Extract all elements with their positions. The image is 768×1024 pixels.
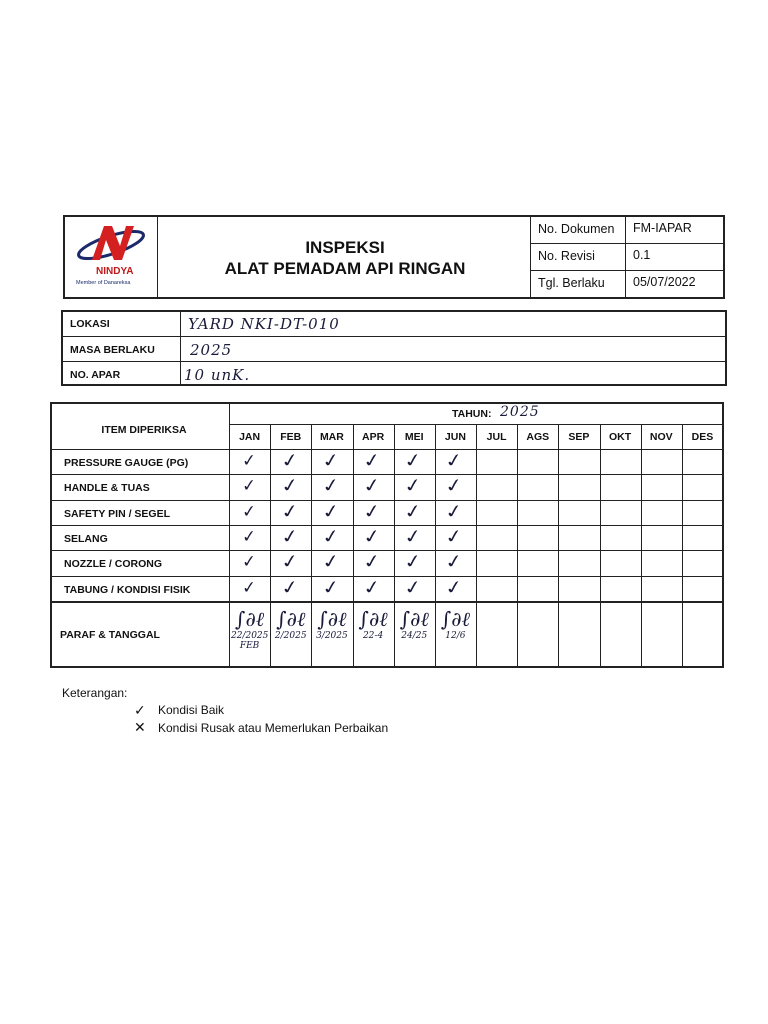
check-mark-icon: ✓ [443, 550, 466, 574]
grid-line [229, 424, 723, 425]
signature-scribble: ∫∂ℓ [276, 606, 306, 631]
check-mark-icon: ✓ [360, 550, 384, 574]
grid-line [51, 449, 723, 450]
signature-date: 12/6 [445, 630, 466, 641]
signature-date: 22/2025 FEB [231, 630, 269, 651]
divider [625, 216, 626, 298]
month-header-apr: APR [361, 431, 385, 443]
signature-3 [313, 607, 350, 641]
doc-number-value: FM-IAPAR [633, 221, 692, 235]
form-title-line1: INSPEKSI [305, 238, 385, 257]
check-mark-icon: ✓ [319, 550, 343, 574]
grid-line [51, 525, 723, 526]
check-mark-icon: ✓ [240, 475, 257, 496]
check-mark-icon: ✓ [319, 499, 343, 523]
check-icon: ✓ [134, 702, 146, 718]
check-mark-icon: ✓ [240, 551, 257, 572]
check-mark-icon: ✓ [443, 575, 466, 599]
check-mark-icon: ✓ [278, 524, 302, 548]
signature-scribble: ∫∂ℓ [317, 606, 347, 631]
year-label: TAHUN: [452, 408, 492, 420]
grid-line [311, 424, 312, 667]
check-mark-icon: ✓ [401, 499, 425, 523]
grid-line [229, 403, 230, 667]
grid-line [51, 500, 723, 501]
check-mark-icon: ✓ [360, 474, 384, 498]
item-label: NOZZLE / CORONG [64, 558, 162, 571]
check-mark-icon: ✓ [278, 499, 302, 523]
divider [180, 311, 181, 385]
divider [62, 361, 726, 362]
logo-text: NINDYA [96, 266, 134, 277]
signature-2 [272, 607, 309, 641]
check-mark-icon: ✓ [278, 449, 302, 472]
item-label: PRESSURE GAUGE (PG) [64, 457, 189, 469]
grid-line [682, 424, 683, 667]
logo-subtext: Member of Danareksa [76, 280, 131, 286]
signature-scribble: ∫∂ℓ [358, 606, 388, 631]
form-title-line2: ALAT PEMADAM API RINGAN [224, 259, 466, 278]
month-header-mei: MEI [404, 431, 424, 443]
check-mark-icon: ✓ [319, 474, 343, 498]
grid-line [517, 424, 518, 667]
valid-date-value: 05/07/2022 [633, 275, 696, 289]
month-header-okt: OKT [608, 431, 632, 443]
signature-date: 24/25 [401, 630, 428, 641]
check-mark-icon: ✓ [278, 550, 302, 574]
check-mark-icon: ✓ [240, 501, 257, 522]
signature-date: 3/2025 [316, 630, 348, 641]
year-value: 2025 [500, 404, 540, 420]
month-header-mar: MAR [319, 431, 344, 443]
check-mark-icon: ✓ [401, 550, 425, 574]
signature-6 [437, 607, 474, 641]
month-header-ags: AGS [526, 431, 550, 443]
revision-label: No. Revisi [538, 249, 595, 263]
month-header-sep: SEP [568, 431, 590, 443]
check-mark-icon: ✓ [360, 575, 384, 599]
item-label: HANDLE & TUAS [64, 482, 150, 495]
month-header-nov: NOV [649, 431, 673, 443]
signature-scribble: ∫∂ℓ [235, 606, 265, 631]
divider [530, 216, 531, 298]
legend-ok-text: Kondisi Baik [158, 703, 225, 717]
revision-value: 0.1 [633, 248, 651, 262]
check-mark-icon: ✓ [401, 474, 425, 498]
check-mark-icon: ✓ [319, 524, 343, 548]
paraf-label: PARAF & TANGGAL [60, 629, 160, 641]
divider [157, 216, 158, 298]
item-label: SELANG [64, 532, 108, 545]
month-header-jul: JUL [486, 431, 507, 443]
month-header-des: DES [691, 431, 714, 443]
check-mark-icon: ✓ [278, 575, 302, 599]
signature-5 [396, 607, 433, 641]
check-mark-icon: ✓ [360, 524, 384, 548]
grid-line [600, 424, 601, 667]
check-mark-icon: ✓ [443, 524, 466, 548]
signature-4 [355, 607, 392, 641]
check-mark-icon: ✓ [443, 449, 466, 472]
validity-value: 2025 [190, 341, 233, 359]
signature-scribble: ∫∂ℓ [399, 606, 429, 631]
cross-icon: ✕ [134, 719, 146, 735]
grid-line [476, 424, 477, 667]
month-header-jun: JUN [444, 431, 466, 443]
check-mark-icon: ✓ [443, 499, 466, 523]
check-mark-icon: ✓ [401, 524, 425, 548]
signature-date: 2/2025 [274, 630, 307, 641]
signature-scribble: ∫∂ℓ [440, 606, 470, 631]
extinguisher-no-value: 10 unK. [184, 366, 251, 384]
grid-line [353, 424, 354, 667]
grid-line [394, 424, 395, 667]
divider [531, 270, 724, 271]
item-label: SAFETY PIN / SEGEL [64, 507, 170, 520]
legend-title: Keterangan: [62, 686, 128, 700]
grid-line [51, 550, 723, 551]
grid-line [51, 474, 723, 475]
company-logo [70, 220, 152, 295]
location-value: YARD NKI-DT-010 [188, 315, 340, 333]
check-mark-icon: ✓ [240, 526, 257, 547]
legend-bad-text: Kondisi Rusak atau Memerlukan Perbaikan [158, 721, 389, 735]
grid-line [558, 424, 559, 667]
check-mark-icon: ✓ [443, 474, 466, 498]
signature-1 [231, 607, 268, 651]
grid-line [51, 601, 723, 603]
check-mark-icon: ✓ [319, 575, 343, 599]
divider [62, 336, 726, 337]
extinguisher-no-label: NO. APAR [70, 369, 121, 381]
item-header: ITEM DIPERIKSA [101, 424, 187, 436]
valid-date-label: Tgl. Berlaku [538, 276, 605, 290]
grid-line [435, 424, 436, 667]
grid-line [641, 424, 642, 667]
grid-line [51, 576, 723, 577]
check-mark-icon: ✓ [240, 450, 257, 471]
signature-date: 22-4 [362, 630, 384, 641]
check-mark-icon: ✓ [240, 577, 257, 597]
month-header-feb: FEB [280, 431, 302, 443]
location-label: LOKASI [70, 318, 110, 330]
divider [531, 243, 724, 244]
info-block [61, 310, 727, 386]
check-mark-icon: ✓ [401, 575, 425, 599]
check-mark-icon: ✓ [319, 449, 343, 472]
month-header-jan: JAN [239, 431, 261, 443]
item-label: TABUNG / KONDISI FISIK [64, 583, 191, 596]
validity-label: MASA BERLAKU [70, 344, 155, 356]
grid-line [270, 424, 271, 667]
check-mark-icon: ✓ [360, 449, 384, 472]
check-mark-icon: ✓ [278, 474, 302, 498]
doc-number-label: No. Dokumen [538, 222, 615, 236]
check-mark-icon: ✓ [401, 449, 425, 472]
check-mark-icon: ✓ [360, 499, 384, 523]
